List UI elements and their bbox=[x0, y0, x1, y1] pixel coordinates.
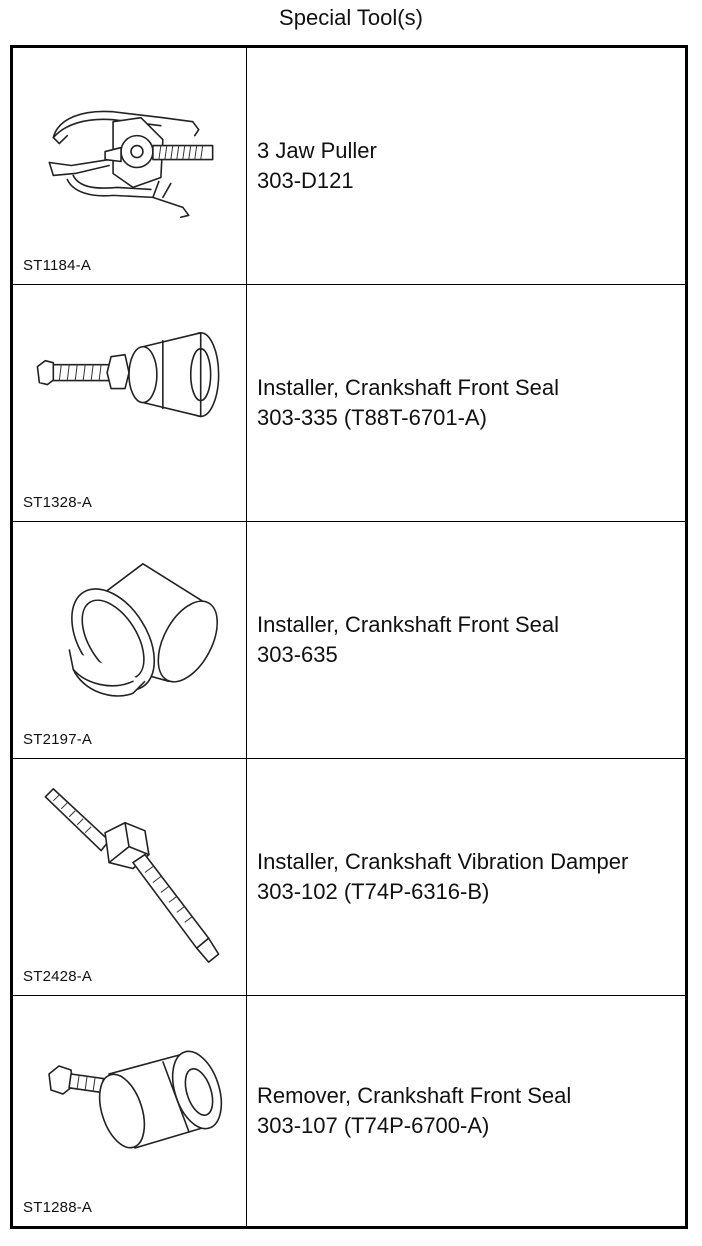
page-title: Special Tool(s) bbox=[279, 5, 423, 30]
tool-image-cell bbox=[13, 996, 247, 1226]
tool-image-cell bbox=[13, 285, 247, 521]
tool-row bbox=[13, 522, 685, 759]
tool-description-cell bbox=[247, 285, 685, 521]
seal-remover-icon bbox=[13, 996, 246, 1226]
tool-image-cell bbox=[13, 522, 247, 758]
seal-installer-sleeve-icon bbox=[13, 522, 246, 758]
tool-row bbox=[13, 759, 685, 996]
tool-row bbox=[13, 285, 685, 522]
tool-part-number: 303-D121 bbox=[257, 168, 354, 193]
tool-row bbox=[13, 996, 685, 1226]
tool-code: ST1328-A bbox=[23, 494, 93, 511]
tool-code: ST2428-A bbox=[23, 968, 93, 985]
tool-code: ST1288-A bbox=[23, 1199, 93, 1216]
special-tools-table bbox=[10, 45, 688, 1229]
tool-name: Installer, Crankshaft Vibration Damper bbox=[257, 849, 629, 874]
tool-description-cell bbox=[247, 48, 685, 284]
tool-image-cell bbox=[13, 759, 247, 995]
tool-code: ST2197-A bbox=[23, 731, 93, 748]
tool-description-cell bbox=[247, 522, 685, 758]
tool-name: Installer, Crankshaft Front Seal bbox=[257, 612, 560, 637]
tool-part-number: 303-635 bbox=[257, 642, 338, 667]
tool-image-cell bbox=[13, 48, 247, 284]
tool-description-cell bbox=[247, 996, 685, 1226]
tool-name: 3 Jaw Puller bbox=[257, 138, 377, 163]
tool-code: ST1184-A bbox=[23, 257, 92, 274]
three-jaw-puller-icon bbox=[13, 48, 246, 284]
tool-row bbox=[13, 48, 685, 285]
tool-name: Remover, Crankshaft Front Seal bbox=[257, 1083, 572, 1108]
tool-description-cell bbox=[247, 759, 685, 995]
damper-installer-icon bbox=[13, 759, 246, 995]
tool-part-number: 303-335 (T88T-6701-A) bbox=[257, 405, 487, 430]
tool-part-number: 303-107 (T74P-6700-A) bbox=[257, 1113, 490, 1138]
tool-part-number: 303-102 (T74P-6316-B) bbox=[257, 879, 490, 904]
seal-installer-icon bbox=[13, 285, 246, 521]
tool-name: Installer, Crankshaft Front Seal bbox=[257, 375, 560, 400]
